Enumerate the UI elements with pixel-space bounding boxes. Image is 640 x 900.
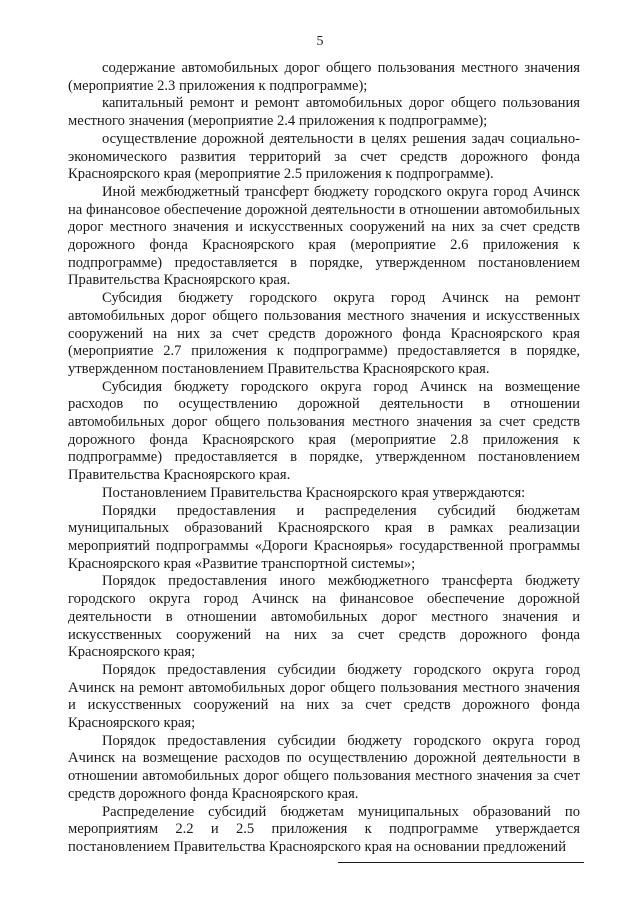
paragraph-procedure-transfer: Порядок предоставления иного межбюджетного трансферта бюджету городского округа город Ачинск на финансовое обеспечение дорожной деятельности в отношении автомобильных дорог местного значения и искусственных сооружений на них за счет средств дорожного фонда Красноярского края; xyxy=(68,573,580,661)
paragraph-subsidy-compensation: Субсидия бюджету городского округа город Ачинск на возмещение расходов по осуществлению дорожной деятельности в отношении автомобильных дорог общего пользования местного значения за счет средств дорожного фонда Красноярского края (мероприятие 2.8 приложения к подпрограмме) предоставляется в порядке, утвержденном постановлением Правительства Красноярского края. xyxy=(68,378,580,484)
footer-rule xyxy=(338,862,584,863)
paragraph-procedure-subsidies: Порядки предоставления и распределения субсидий бюджетам муниципальных образований Красноярского края в рамках реализации мероприятий подпрограммы «Дороги Красноярья» государственной программы Красноярского края «Развитие транспортной системы»; xyxy=(68,502,580,572)
paragraph-interbudget-transfer: Иной межбюджетный трансферт бюджету городского округа город Ачинск на финансовое обеспечение дорожной деятельности в отношении автомобильных дорог местного значения и искусственных сооружений на них за счет средств дорожного фонда Красноярского края (мероприятие 2.6 приложения к подпрограмме) предоставляется в порядке, утвержденном постановлением Правительства Красноярского края. xyxy=(68,183,580,289)
paragraph-road-repair: капитальный ремонт и ремонт автомобильных дорог общего пользования местного значения (мероприятие 2.4 приложения к подпрограмме); xyxy=(68,95,580,130)
paragraph-road-activity: осуществление дорожной деятельности в целях решения задач социально-экономического развития территорий за счет средств дорожного фонда Красноярского края (мероприятие 2.5 приложения к подпрограмме). xyxy=(68,130,580,183)
paragraph-subsidy-repair: Субсидия бюджету городского округа город Ачинск на ремонт автомобильных дорог общего пользования местного значения и искусственных сооружений на них за счет средств дорожного фонда Красноярского края (мероприятие 2.7 приложения к подпрограмме) предоставляется в порядке, утвержденном постановлением Правительства Красноярского края. xyxy=(68,290,580,377)
page-number: 5 xyxy=(316,34,324,49)
paragraph-road-maintenance: содержание автомобильных дорог общего пользования местного значения (мероприятие 2.3 приложения к подпрограмме); xyxy=(68,60,580,94)
document-body xyxy=(68,60,580,857)
paragraph-approval-intro: Постановлением Правительства Красноярского края утверждаются: xyxy=(102,484,526,501)
paragraph-procedure-compensation: Порядок предоставления субсидии бюджету городского округа город Ачинск на возмещение расходов по осуществлению дорожной деятельности в отношении автомобильных дорог общего пользования местного значения за счет средств дорожного фонда Красноярского края. xyxy=(68,732,580,802)
paragraph-procedure-repair: Порядок предоставления субсидии бюджету городского округа город Ачинск на ремонт автомобильных дорог общего пользования местного значения и искусственных сооружений на них за счет средств дорожного фонда Красноярского края; xyxy=(68,661,580,732)
paragraph-distribution: Распределение субсидий бюджетам муниципальных образований по мероприятиям 2.2 и 2.5 приложения к подпрограмме утверждается постановлением Правительства Красноярского края на основании предложений xyxy=(68,803,580,855)
